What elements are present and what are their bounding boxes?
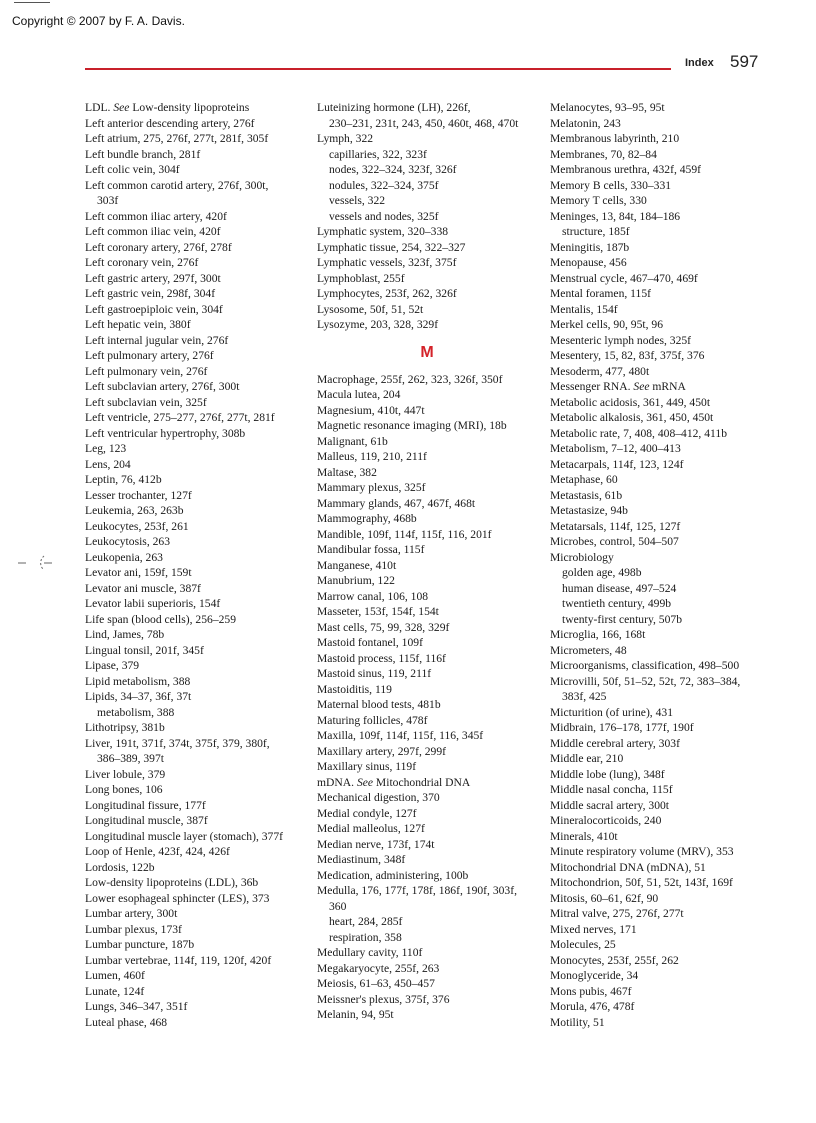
index-entry: Lymph, 322 — [317, 132, 374, 145]
index-entry: Macula lutea, 204 — [317, 388, 401, 401]
index-subentry: 230–231, 231t, 243, 450, 460t, 468, 470t — [329, 116, 519, 130]
index-entry: Luteal phase, 468 — [85, 1015, 168, 1029]
index-entry: Mandibular fossa, 115f — [317, 543, 425, 556]
index-entry: Membranous urethra, 432f, 459f — [550, 163, 702, 176]
index-subentry: capillaries, 322, 323f — [329, 147, 427, 161]
index-entry: Lumbar vertebrae, 114f, 119, 120f, 420f — [85, 953, 272, 967]
index-list — [85, 100, 300, 1030]
index-subentry: vessels, 322 — [329, 194, 386, 207]
page-number: 597 — [730, 52, 759, 71]
index-list — [550, 100, 765, 1030]
index-entry: Melatonin, 243 — [550, 116, 621, 130]
index-entry: Maxillary sinus, 119f — [317, 760, 417, 773]
index-entry: Lymphocytes, 253f, 262, 326f — [317, 287, 457, 300]
index-entry: Membranous labyrinth, 210 — [550, 132, 680, 145]
index-entry: Left ventricular hypertrophy, 308b — [85, 426, 246, 440]
index-entry: Middle nasal concha, 115f — [550, 783, 673, 796]
index-entry: Median nerve, 173f, 174t — [317, 837, 435, 851]
index-entry: Left ventricle, 275–277, 276f, 277t, 281f — [85, 411, 275, 424]
index-entry: Leptin, 76, 412b — [85, 473, 162, 486]
index-entry: Merkel cells, 90, 95t, 96 — [550, 318, 664, 331]
index-entry: Monoglyceride, 34 — [550, 969, 639, 982]
index-entry: Maternal blood tests, 481b — [317, 698, 441, 711]
index-entry: Left subclavian vein, 325f — [85, 395, 207, 409]
index-entry: Left subclavian artery, 276f, 300t — [85, 380, 240, 393]
index-entry: Lens, 204 — [85, 457, 131, 471]
index-entry: Mastoid fontanel, 109f — [317, 636, 423, 649]
index-subentry: structure, 185f — [562, 225, 630, 238]
index-entry: Metabolism, 7–12, 400–413 — [550, 442, 681, 455]
index-entry: Lumbar puncture, 187b — [85, 938, 195, 951]
index-entry: Motility, 51 — [550, 1015, 605, 1029]
index-entry: Left colic vein, 304f — [85, 163, 180, 176]
index-entry: Mesoderm, 477, 480t — [550, 364, 650, 378]
index-entry: Lymphatic vessels, 323f, 375f — [317, 256, 457, 269]
index-entry: Meissner's plexus, 375f, 376 — [317, 992, 450, 1006]
index-entry: Leukopenia, 263 — [85, 550, 163, 564]
index-entry: Meningitis, 187b — [550, 240, 630, 254]
index-entry: Lipase, 379 — [85, 659, 140, 672]
index-entry: Mesentery, 15, 82, 83f, 375f, 376 — [550, 349, 705, 362]
index-entry: Memory B cells, 330–331 — [550, 178, 672, 192]
index-entry: Liver lobule, 379 — [85, 767, 166, 781]
index-entry: Malleus, 119, 210, 211f — [317, 450, 427, 463]
index-entry: Mentalis, 154f — [550, 302, 618, 316]
index-entry: Magnesium, 410t, 447t — [317, 403, 425, 417]
index-entry: Metastasize, 94b — [550, 504, 628, 517]
index-subentry: heart, 284, 285f — [329, 915, 403, 928]
index-entry: Leukemia, 263, 263b — [85, 504, 184, 517]
index-list — [317, 372, 537, 1023]
index-entry: Middle sacral artery, 300t — [550, 798, 670, 812]
index-entry: Malignant, 61b — [317, 434, 388, 448]
index-entry: Mechanical digestion, 370 — [317, 791, 440, 804]
index-entry: Longitudinal fissure, 177f — [85, 798, 206, 812]
index-entry: Macrophage, 255f, 262, 323, 326f, 350f — [317, 372, 503, 386]
index-entry: Lithotripsy, 381b — [85, 721, 165, 734]
index-entry: Leukocytosis, 263 — [85, 535, 171, 548]
index-entry: Medication, administering, 100b — [317, 868, 469, 882]
header-rule — [85, 68, 671, 70]
index-subentry: 383f, 425 — [562, 690, 607, 703]
index-subentry: nodules, 322–324, 375f — [329, 178, 439, 192]
index-entry: Left bundle branch, 281f — [85, 147, 201, 161]
index-entry: Mitral valve, 275, 276f, 277t — [550, 907, 684, 920]
index-entry: Microorganisms, classification, 498–500 — [550, 659, 740, 672]
index-entry: LDL. See Low-density lipoproteins — [85, 101, 250, 114]
index-subentry: vessels and nodes, 325f — [329, 209, 439, 223]
letter-heading: M — [420, 343, 434, 361]
index-subentry: golden age, 498b — [562, 566, 642, 579]
index-entry: Levator ani, 159f, 159t — [85, 566, 192, 579]
section-label: Index — [685, 57, 714, 69]
index-entry: Mediastinum, 348f — [317, 853, 406, 866]
index-entry: Maxillary artery, 297f, 299f — [317, 744, 446, 758]
index-entry: Left pulmonary artery, 276f — [85, 349, 214, 362]
index-entry: Levator ani muscle, 387f — [85, 581, 201, 595]
index-entry: Midbrain, 176–178, 177f, 190f — [550, 721, 694, 734]
index-entry: Left coronary artery, 276f, 278f — [85, 240, 232, 254]
index-entry: Masseter, 153f, 154f, 154t — [317, 605, 439, 618]
index-column-3 — [550, 100, 765, 1030]
index-entry: Menopause, 456 — [550, 256, 627, 269]
index-entry: Left atrium, 275, 276f, 277t, 281f, 305f — [85, 132, 269, 145]
index-subentry: respiration, 358 — [329, 930, 402, 944]
index-entry: Melanin, 94, 95t — [317, 1008, 394, 1021]
index-entry: Magnetic resonance imaging (MRI), 18b — [317, 419, 507, 432]
index-entry: Medulla, 176, 177f, 178f, 186f, 190f, 303f, — [317, 884, 517, 897]
index-subentry: nodes, 322–324, 323f, 326f — [329, 163, 457, 176]
index-entry: Medullary cavity, 110f — [317, 946, 423, 959]
index-entry: Maxilla, 109f, 114f, 115f, 116, 345f — [317, 729, 484, 742]
index-entry: Left gastroepiploic vein, 304f — [85, 302, 223, 316]
index-entry: Longitudinal muscle, 387f — [85, 814, 208, 827]
index-entry: Low-density lipoproteins (LDL), 36b — [85, 876, 259, 889]
index-entry: Metabolic acidosis, 361, 449, 450t — [550, 395, 711, 409]
index-entry: Mons pubis, 467f — [550, 984, 632, 998]
index-entry: Mastoiditis, 119 — [317, 682, 392, 696]
index-entry: Lingual tonsil, 201f, 345f — [85, 643, 204, 657]
index-entry: Manubrium, 122 — [317, 574, 395, 587]
index-entry: Lumen, 460f — [85, 969, 145, 982]
index-subentry: twenty-first century, 507b — [562, 612, 682, 626]
index-entry: Left common iliac artery, 420f — [85, 209, 227, 223]
index-entry: Metabolic alkalosis, 361, 450, 450t — [550, 411, 714, 424]
index-entry: Left hepatic vein, 380f — [85, 318, 191, 331]
index-entry: Leg, 123 — [85, 442, 127, 455]
index-entry: Lipids, 34–37, 36f, 37t — [85, 690, 192, 703]
index-column-2 — [317, 100, 537, 1023]
copyright-notice: Copyright © 2007 by F. A. Davis. — [12, 14, 185, 28]
index-entry: Lysosome, 50f, 51, 52t — [317, 302, 424, 316]
index-entry: Menstrual cycle, 467–470, 469f — [550, 271, 698, 285]
index-entry: Mammary glands, 467, 467f, 468t — [317, 496, 476, 510]
index-entry: Lymphoblast, 255f — [317, 271, 405, 285]
index-entry: Left gastric artery, 297f, 300t — [85, 271, 221, 285]
index-entry: Lungs, 346–347, 351f — [85, 1000, 188, 1013]
index-entry: Mast cells, 75, 99, 328, 329f — [317, 620, 450, 634]
index-entry: Mineralocorticoids, 240 — [550, 814, 662, 827]
index-entry: Left pulmonary vein, 276f — [85, 364, 208, 378]
index-entry: Lymphatic tissue, 254, 322–327 — [317, 240, 466, 254]
index-entry: Levator labii superioris, 154f — [85, 597, 221, 610]
index-entry: Longitudinal muscle layer (stomach), 377f — [85, 829, 284, 843]
index-entry: Left common iliac vein, 420f — [85, 225, 221, 238]
index-entry: Mental foramen, 115f — [550, 287, 651, 300]
index-entry: Lower esophageal sphincter (LES), 373 — [85, 891, 270, 905]
index-entry: Minute respiratory volume (MRV), 353 — [550, 845, 734, 858]
index-entry: Lumbar plexus, 173f — [85, 922, 182, 936]
index-entry: Meiosis, 61–63, 450–457 — [317, 977, 435, 990]
index-entry: Left internal jugular vein, 276f — [85, 333, 229, 347]
index-entry: Microvilli, 50f, 51–52, 52t, 72, 383–384, — [550, 674, 741, 688]
index-entry: Long bones, 106 — [85, 783, 163, 796]
corner-rule — [14, 2, 50, 3]
index-entry: Maltase, 382 — [317, 465, 377, 479]
index-entry: Loop of Henle, 423f, 424, 426f — [85, 845, 230, 858]
index-entry: Mitosis, 60–61, 62f, 90 — [550, 891, 659, 905]
index-entry: Luteinizing hormone (LH), 226f, — [317, 101, 471, 114]
index-entry: Melanocytes, 93–95, 95t — [550, 101, 665, 114]
index-entry: Mammography, 468b — [317, 512, 417, 525]
index-entry: Metatarsals, 114f, 125, 127f — [550, 519, 681, 533]
index-entry: Megakaryocyte, 255f, 263 — [317, 961, 440, 975]
index-entry: Meninges, 13, 84t, 184–186 — [550, 209, 681, 223]
index-subentry: twentieth century, 499b — [562, 597, 672, 610]
index-entry: Molecules, 25 — [550, 938, 616, 951]
index-entry: Left gastric vein, 298f, 304f — [85, 287, 216, 300]
index-entry: Left anterior descending artery, 276f — [85, 116, 255, 130]
index-entry: Lysozyme, 203, 328, 329f — [317, 318, 439, 331]
index-entry: Lipid metabolism, 388 — [85, 674, 191, 688]
index-entry: Memory T cells, 330 — [550, 194, 647, 207]
index-subentry: 303f — [97, 194, 119, 207]
index-entry: Mesenteric lymph nodes, 325f — [550, 333, 692, 347]
index-entry: Medial condyle, 127f — [317, 806, 417, 820]
index-entry: Lordosis, 122b — [85, 860, 155, 874]
index-entry: Metastasis, 61b — [550, 488, 623, 502]
index-entry: Left coronary vein, 276f — [85, 256, 199, 269]
index-entry: Microbiology — [550, 550, 614, 564]
index-entry: Microbes, control, 504–507 — [550, 535, 679, 548]
index-subentry: human disease, 497–524 — [562, 581, 677, 595]
index-entry: Lesser trochanter, 127f — [85, 488, 192, 502]
index-entry: Mitochondrion, 50f, 51, 52t, 143f, 169f — [550, 876, 733, 889]
index-entry: Mastoid sinus, 119, 211f — [317, 667, 432, 680]
index-entry: Lymphatic system, 320–338 — [317, 225, 449, 238]
index-entry: mDNA. See Mitochondrial DNA — [317, 775, 471, 789]
crop-mark-icon — [18, 553, 52, 573]
index-entry: Medial malleolus, 127f — [317, 822, 425, 835]
index-entry: Lunate, 124f — [85, 984, 145, 998]
index-entry: Marrow canal, 106, 108 — [317, 589, 429, 603]
index-entry: Messenger RNA. See mRNA — [550, 380, 686, 393]
index-entry: Mandible, 109f, 114f, 115f, 116, 201f — [317, 527, 492, 541]
index-entry: Lumbar artery, 300t — [85, 907, 178, 920]
index-entry: Middle cerebral artery, 303f — [550, 736, 680, 750]
index-entry: Metaphase, 60 — [550, 473, 618, 486]
index-column-1 — [85, 100, 300, 1030]
index-entry: Mastoid process, 115f, 116f — [317, 651, 446, 665]
index-entry: Microglia, 166, 168t — [550, 628, 646, 641]
index-entry: Mitochondrial DNA (mDNA), 51 — [550, 860, 706, 874]
index-entry: Mammary plexus, 325f — [317, 481, 426, 494]
index-entry: Middle lobe (lung), 348f — [550, 767, 665, 781]
index-entry: Membranes, 70, 82–84 — [550, 147, 657, 161]
index-entry: Minerals, 410t — [550, 829, 618, 843]
index-entry: Maturing follicles, 478f — [317, 713, 428, 727]
index-entry: Morula, 476, 478f — [550, 1000, 635, 1013]
index-entry: Monocytes, 253f, 255f, 262 — [550, 953, 679, 967]
index-subentry: metabolism, 388 — [97, 705, 175, 719]
index-entry: Metabolic rate, 7, 408, 408–412, 411b — [550, 426, 727, 440]
index-subentry: 386–389, 397t — [97, 752, 164, 765]
index-list — [317, 100, 537, 333]
index-entry: Left common carotid artery, 276f, 300t, — [85, 178, 269, 192]
index-entry: Micturition (of urine), 431 — [550, 705, 673, 719]
index-entry: Lind, James, 78b — [85, 628, 165, 641]
index-entry: Micrometers, 48 — [550, 643, 627, 657]
index-entry: Liver, 191t, 371f, 374t, 375f, 379, 380f, — [85, 736, 270, 750]
index-entry: Metacarpals, 114f, 123, 124f — [550, 457, 684, 471]
index-entry: Middle ear, 210 — [550, 752, 624, 765]
index-entry: Mixed nerves, 171 — [550, 922, 637, 936]
index-entry: Leukocytes, 253f, 261 — [85, 519, 189, 533]
index-entry: Manganese, 410t — [317, 558, 397, 572]
index-subentry: 360 — [329, 899, 347, 913]
index-entry: Life span (blood cells), 256–259 — [85, 612, 237, 626]
